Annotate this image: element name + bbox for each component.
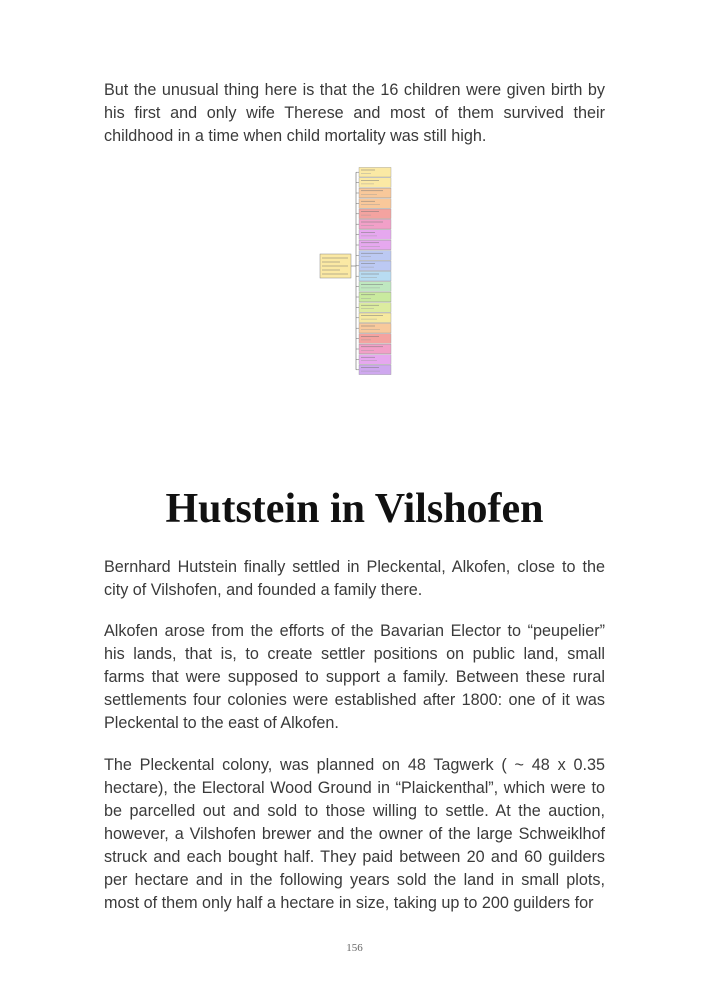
tree-child-box <box>359 323 391 333</box>
tree-child-box <box>359 230 391 240</box>
tree-child-box <box>359 167 391 177</box>
intro-paragraph: But the unusual thing here is that the 16 children were given birth by his first and only wife Therese and most of them survived their childhood in a time when child mortality was still high. <box>104 81 605 145</box>
tree-child-box <box>359 365 391 375</box>
page-number: 156 <box>346 942 363 954</box>
tree-child-box <box>359 344 391 354</box>
tree-child-box <box>359 355 391 365</box>
tree-child-box <box>359 282 391 292</box>
tree-child-box <box>359 219 391 229</box>
tree-child-box <box>359 251 391 261</box>
tree-child-box <box>359 313 391 323</box>
tree-root-person-box <box>320 254 351 278</box>
tree-child-box <box>359 178 391 188</box>
tree-connectors <box>351 172 359 370</box>
tree-child-box <box>359 188 391 198</box>
tree-children-boxes <box>359 167 391 374</box>
body-paragraph: Bernhard Hutstein finally settled in Pleckental, Alkofen, close to the city of Vilshofen, and founded a family there. <box>104 558 605 599</box>
body-paragraph: Alkofen arose from the efforts of the Bavarian Elector to “peupelier” his lands, that is, to create settler positions on public land, small farms that were supposed to support a family. Between these rural settlements four colonies were established after 1800: one of it was Pleckental to the east of Alkofen. <box>104 622 605 732</box>
tree-child-box <box>359 334 391 344</box>
family-tree-figure <box>318 165 394 377</box>
tree-child-box <box>359 261 391 271</box>
tree-child-box <box>359 292 391 302</box>
tree-child-box <box>359 199 391 209</box>
section-heading: Hutstein in Vilshofen <box>165 486 544 532</box>
body-paragraph: The Pleckental colony, was planned on 48 Tagwerk ( ~ 48 x 0.35 hectare), the Electoral Wood Ground in “Plaickenthal”, which were to be parcelled out and sold to those willing to settle. At the auction, however, a Vilshofen brewer and the owner of the large Schweiklhof struck and each bought half. They paid between 20 and 60 guilders per hectare and in the following years sold the land in small plots, most of them only half a hectare in size, taking up to 200 guilders for <box>104 756 605 912</box>
tree-child-box <box>359 240 391 250</box>
tree-child-box <box>359 303 391 313</box>
tree-child-box <box>359 271 391 281</box>
tree-child-box <box>359 209 391 219</box>
